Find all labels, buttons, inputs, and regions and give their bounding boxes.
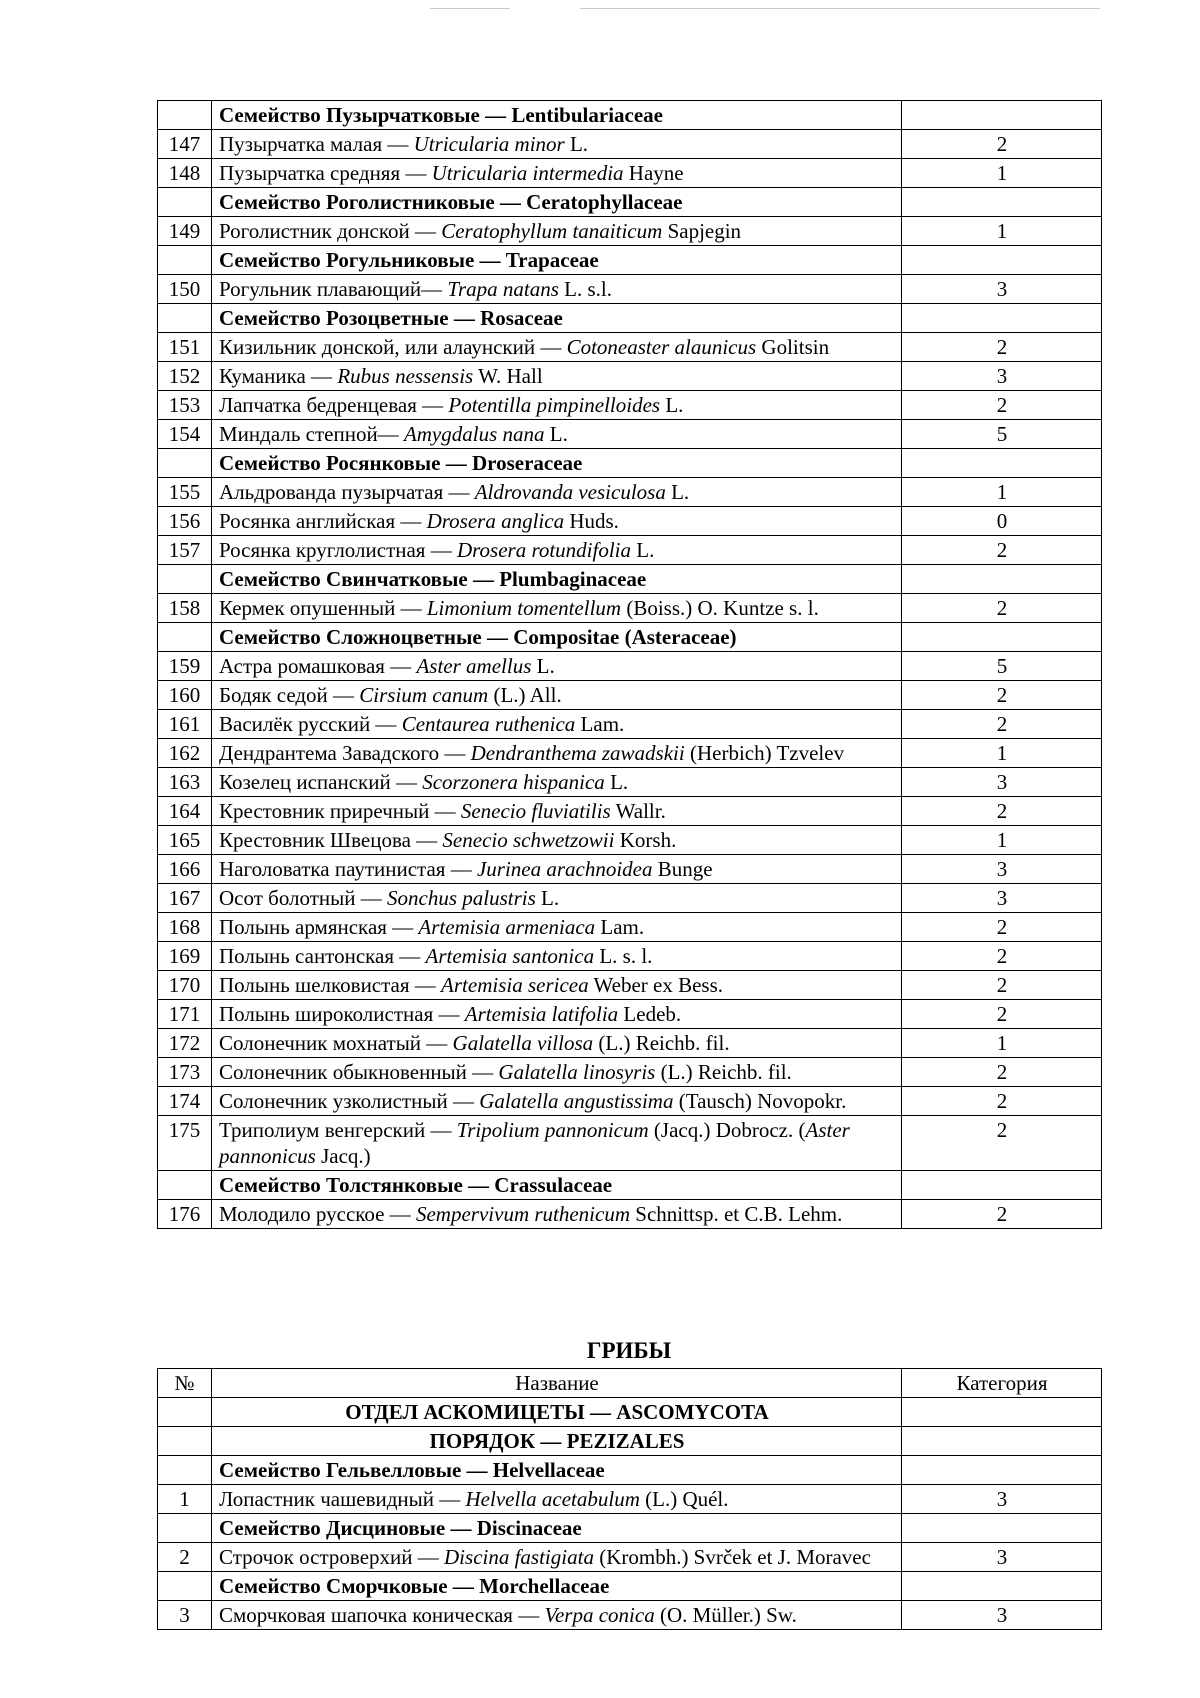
family-row bbox=[158, 1171, 1102, 1200]
empty-cell bbox=[158, 188, 212, 217]
table-row bbox=[158, 478, 1102, 507]
latin-name: Discina fastigiata bbox=[444, 1545, 594, 1569]
latin-name: Galatella villosa bbox=[452, 1031, 594, 1055]
column-header-number: № bbox=[158, 1369, 212, 1398]
species-name bbox=[212, 1116, 902, 1171]
category-value: 3 bbox=[902, 1485, 1102, 1514]
species-name bbox=[212, 1543, 902, 1572]
family-row bbox=[158, 101, 1102, 130]
table-row bbox=[158, 1116, 1102, 1171]
author-citation: Ledeb. bbox=[618, 1002, 682, 1026]
table-row bbox=[158, 391, 1102, 420]
latin-name: Sonchus palustris bbox=[387, 886, 536, 910]
species-name bbox=[212, 797, 902, 826]
family-heading: Семейство Рогульниковые — Trapaceae bbox=[212, 246, 902, 275]
category-value: 1 bbox=[902, 1029, 1102, 1058]
category-value: 3 bbox=[902, 1601, 1102, 1630]
category-value: 2 bbox=[902, 391, 1102, 420]
latin-name: Rubus nessensis bbox=[337, 364, 474, 388]
empty-cell bbox=[902, 101, 1102, 130]
family-heading: Семейство Сложноцветные — Compositae (Asteraceae) bbox=[212, 623, 902, 652]
russian-name: Полынь сантонская — bbox=[219, 944, 426, 968]
species-name bbox=[212, 275, 902, 304]
latin-name: Scorzonera hispanica bbox=[422, 770, 605, 794]
family-heading: Семейство Свинчатковые — Plumbaginaceae bbox=[212, 565, 902, 594]
category-value: 1 bbox=[902, 478, 1102, 507]
empty-cell bbox=[158, 1427, 212, 1456]
latin-name: Dendranthema zawadskii bbox=[470, 741, 685, 765]
table-row bbox=[158, 710, 1102, 739]
empty-cell bbox=[158, 304, 212, 333]
family-row bbox=[158, 623, 1102, 652]
latin-name: Artemisia sericea bbox=[441, 973, 589, 997]
row-number: 163 bbox=[158, 768, 212, 797]
russian-name: Миндаль степной— bbox=[219, 422, 404, 446]
category-value: 1 bbox=[902, 217, 1102, 246]
column-header-category: Категория bbox=[902, 1369, 1102, 1398]
category-value: 2 bbox=[902, 1000, 1102, 1029]
author-citation: Lam. bbox=[575, 712, 625, 736]
author-citation: Huds. bbox=[564, 509, 619, 533]
author-citation: Hayne bbox=[623, 161, 684, 185]
russian-name: Солонечник обыкновенный — bbox=[219, 1060, 499, 1084]
table-row bbox=[158, 652, 1102, 681]
latin-name: Limonium tomentellum bbox=[426, 596, 622, 620]
table-row bbox=[158, 130, 1102, 159]
fungi-section-title: ГРИБЫ bbox=[586, 1338, 672, 1363]
author-citation: (L.) All. bbox=[488, 683, 562, 707]
table-row bbox=[158, 362, 1102, 391]
latin-name: Amygdalus nana bbox=[403, 422, 545, 446]
species-name bbox=[212, 507, 902, 536]
author-citation: L. bbox=[544, 422, 568, 446]
empty-cell bbox=[902, 449, 1102, 478]
author-citation: Golitsin bbox=[756, 335, 830, 359]
family-row bbox=[158, 449, 1102, 478]
author-citation: Bunge bbox=[652, 857, 713, 881]
family-heading: Семейство Розоцветные — Rosaceae bbox=[212, 304, 902, 333]
table-row bbox=[158, 1000, 1102, 1029]
category-value: 2 bbox=[902, 710, 1102, 739]
russian-name: Пузырчатка средняя — bbox=[219, 161, 432, 185]
russian-name: Полынь шелковистая — bbox=[219, 973, 442, 997]
russian-name: Василёк русский — bbox=[219, 712, 402, 736]
category-value: 1 bbox=[902, 159, 1102, 188]
division-row bbox=[158, 1427, 1102, 1456]
author-citation: Schnittsp. et C.B. Lehm. bbox=[630, 1202, 843, 1226]
species-name bbox=[212, 159, 902, 188]
row-number: 151 bbox=[158, 333, 212, 362]
latin-name: Utricularia minor bbox=[413, 132, 565, 156]
species-name bbox=[212, 333, 902, 362]
row-number: 158 bbox=[158, 594, 212, 623]
species-name bbox=[212, 1485, 902, 1514]
species-name bbox=[212, 536, 902, 565]
author-citation: L. bbox=[564, 132, 589, 156]
table-row bbox=[158, 942, 1102, 971]
russian-name: Крестовник приречный — bbox=[219, 799, 461, 823]
row-number: 173 bbox=[158, 1058, 212, 1087]
russian-name: Кизильник донской, или алаунский — bbox=[219, 335, 567, 359]
table-row bbox=[158, 971, 1102, 1000]
author-citation: L. bbox=[604, 770, 629, 794]
row-number: 169 bbox=[158, 942, 212, 971]
table-row bbox=[158, 420, 1102, 449]
category-value: 2 bbox=[902, 594, 1102, 623]
family-row bbox=[158, 1456, 1102, 1485]
latin-name: Artemisia santonica bbox=[425, 944, 595, 968]
table-row bbox=[158, 1029, 1102, 1058]
row-number: 2 bbox=[158, 1543, 212, 1572]
row-number: 154 bbox=[158, 420, 212, 449]
russian-name: Куманика — bbox=[219, 364, 338, 388]
author-citation: (L.) Reichb. fil. bbox=[593, 1031, 730, 1055]
latin-name: Senecio schwetzowii bbox=[442, 828, 615, 852]
row-number: 168 bbox=[158, 913, 212, 942]
category-value: 2 bbox=[902, 681, 1102, 710]
russian-name: Крестовник Швецова — bbox=[219, 828, 443, 852]
table-row bbox=[158, 159, 1102, 188]
scan-artifact-line bbox=[430, 8, 510, 9]
row-number: 166 bbox=[158, 855, 212, 884]
table-row bbox=[158, 681, 1102, 710]
row-number: 161 bbox=[158, 710, 212, 739]
category-value: 2 bbox=[902, 130, 1102, 159]
author-citation: Sapjegin bbox=[662, 219, 742, 243]
species-name bbox=[212, 681, 902, 710]
species-name bbox=[212, 826, 902, 855]
russian-name: Альдрованда пузырчатая — bbox=[219, 480, 475, 504]
russian-name: Росянка круглолистная — bbox=[219, 538, 457, 562]
table-row bbox=[158, 594, 1102, 623]
species-name bbox=[212, 884, 902, 913]
table-row bbox=[158, 1601, 1102, 1630]
latin-name: Cotoneaster alaunicus bbox=[566, 335, 757, 359]
row-number: 171 bbox=[158, 1000, 212, 1029]
species-name bbox=[212, 1200, 902, 1229]
empty-cell bbox=[902, 1572, 1102, 1601]
latin-name: Helvella acetabulum bbox=[465, 1487, 640, 1511]
empty-cell bbox=[902, 1514, 1102, 1543]
latin-name: Senecio fluviatilis bbox=[460, 799, 611, 823]
empty-cell bbox=[158, 1514, 212, 1543]
row-number: 174 bbox=[158, 1087, 212, 1116]
author-citation: (O. Müller.) Sw. bbox=[654, 1603, 797, 1627]
latin-synonym: Aster pannonicus bbox=[219, 1118, 850, 1168]
species-name bbox=[212, 478, 902, 507]
empty-cell bbox=[902, 188, 1102, 217]
table-row bbox=[158, 1087, 1102, 1116]
species-name bbox=[212, 739, 902, 768]
empty-cell bbox=[158, 623, 212, 652]
latin-name: Utricularia intermedia bbox=[431, 161, 624, 185]
fungi-table bbox=[157, 1368, 1102, 1630]
latin-name: Tripolium pannonicum bbox=[456, 1118, 649, 1142]
species-name bbox=[212, 1058, 902, 1087]
latin-name: Ceratophyllum tanaiticum bbox=[441, 219, 663, 243]
empty-cell bbox=[902, 1456, 1102, 1485]
russian-name: Рогульник плавающий— bbox=[219, 277, 448, 301]
empty-cell bbox=[158, 1572, 212, 1601]
table-row bbox=[158, 826, 1102, 855]
russian-name: Строчок островерхий — bbox=[219, 1545, 445, 1569]
fungi-header-row bbox=[158, 1369, 1102, 1398]
russian-name: Триполиум венгерский — bbox=[219, 1118, 457, 1142]
empty-cell bbox=[902, 246, 1102, 275]
row-number: 156 bbox=[158, 507, 212, 536]
family-row bbox=[158, 188, 1102, 217]
russian-name: Полынь армянская — bbox=[219, 915, 419, 939]
author-citation: L. bbox=[660, 393, 684, 417]
species-name bbox=[212, 710, 902, 739]
row-number: 3 bbox=[158, 1601, 212, 1630]
empty-cell bbox=[902, 304, 1102, 333]
row-number: 1 bbox=[158, 1485, 212, 1514]
empty-cell bbox=[902, 1427, 1102, 1456]
latin-name: Artemisia armeniaca bbox=[418, 915, 596, 939]
category-value: 2 bbox=[902, 971, 1102, 1000]
russian-name: Полынь широколистная — bbox=[219, 1002, 465, 1026]
latin-name: Aldrovanda vesiculosa bbox=[474, 480, 666, 504]
author-citation: Korsh. bbox=[614, 828, 677, 852]
row-number: 152 bbox=[158, 362, 212, 391]
species-name bbox=[212, 217, 902, 246]
category-value: 1 bbox=[902, 739, 1102, 768]
scan-artifact-line bbox=[580, 8, 1100, 9]
row-number: 149 bbox=[158, 217, 212, 246]
table-row bbox=[158, 1485, 1102, 1514]
russian-name: Пузырчатка малая — bbox=[219, 132, 414, 156]
species-name bbox=[212, 1087, 902, 1116]
species-name bbox=[212, 594, 902, 623]
table-row bbox=[158, 739, 1102, 768]
latin-name: Drosera anglica bbox=[426, 509, 565, 533]
fungi-table-body bbox=[158, 1398, 1102, 1630]
row-number: 162 bbox=[158, 739, 212, 768]
author-citation: (Krombh.) Svrček et J. Moravec bbox=[593, 1545, 871, 1569]
table-row bbox=[158, 855, 1102, 884]
russian-name: Солонечник узколистный — bbox=[219, 1089, 480, 1113]
latin-name: Drosera rotundifolia bbox=[456, 538, 632, 562]
row-number: 155 bbox=[158, 478, 212, 507]
species-name bbox=[212, 913, 902, 942]
row-number: 153 bbox=[158, 391, 212, 420]
family-heading: Семейство Пузырчатковые — Lentibulariaceae bbox=[212, 101, 902, 130]
russian-name: Солонечник мохнатый — bbox=[219, 1031, 453, 1055]
row-number: 148 bbox=[158, 159, 212, 188]
latin-name: Artemisia latifolia bbox=[464, 1002, 619, 1026]
row-number: 160 bbox=[158, 681, 212, 710]
latin-name: Galatella angustissima bbox=[479, 1089, 674, 1113]
column-header-name: Название bbox=[212, 1369, 902, 1398]
species-name bbox=[212, 971, 902, 1000]
author-citation: (Herbich) Tzvelev bbox=[684, 741, 845, 765]
table-row bbox=[158, 333, 1102, 362]
latin-name: Aster amellus bbox=[416, 654, 532, 678]
species-name bbox=[212, 768, 902, 797]
species-name bbox=[212, 362, 902, 391]
russian-name: Кермек опушенный — bbox=[219, 596, 427, 620]
author-citation: Lam. bbox=[595, 915, 645, 939]
author-citation: Wallr. bbox=[610, 799, 666, 823]
author-citation: L. s.l. bbox=[558, 277, 612, 301]
category-value: 2 bbox=[902, 1200, 1102, 1229]
family-heading: Семейство Дисциновые — Discinaceae bbox=[212, 1514, 902, 1543]
row-number: 170 bbox=[158, 971, 212, 1000]
empty-cell bbox=[902, 565, 1102, 594]
table-row bbox=[158, 1543, 1102, 1572]
empty-cell bbox=[158, 101, 212, 130]
empty-cell bbox=[158, 1398, 212, 1427]
empty-cell bbox=[902, 1398, 1102, 1427]
russian-name: Осот болотный — bbox=[219, 886, 388, 910]
family-row bbox=[158, 1572, 1102, 1601]
category-value: 3 bbox=[902, 884, 1102, 913]
russian-name: Лопастник чашевидный — bbox=[219, 1487, 466, 1511]
family-heading: Семейство Росянковые — Droseraceae bbox=[212, 449, 902, 478]
category-value: 0 bbox=[902, 507, 1102, 536]
category-value: 1 bbox=[902, 826, 1102, 855]
russian-name: Астра ромашковая — bbox=[219, 654, 417, 678]
empty-cell bbox=[158, 1171, 212, 1200]
latin-name: Trapa natans bbox=[447, 277, 559, 301]
latin-name: Cirsium canum bbox=[359, 683, 489, 707]
category-value: 3 bbox=[902, 275, 1102, 304]
author-citation: L. bbox=[665, 480, 690, 504]
species-name bbox=[212, 1029, 902, 1058]
author-citation: L. bbox=[631, 538, 655, 562]
russian-name: Молодило русское — bbox=[219, 1202, 416, 1226]
author-citation: (Boiss.) O. Kuntze s. l. bbox=[621, 596, 819, 620]
latin-name: Potentilla pimpinelloides bbox=[448, 393, 661, 417]
row-number: 147 bbox=[158, 130, 212, 159]
row-number: 159 bbox=[158, 652, 212, 681]
author-citation: (L.) Reichb. fil. bbox=[655, 1060, 792, 1084]
latin-name: Sempervivum ruthenicum bbox=[415, 1202, 631, 1226]
author-citation: L. bbox=[531, 654, 555, 678]
row-number: 165 bbox=[158, 826, 212, 855]
row-number: 176 bbox=[158, 1200, 212, 1229]
synonym-author: Jacq.) bbox=[315, 1144, 371, 1168]
plants-table bbox=[157, 100, 1102, 1229]
category-value: 2 bbox=[902, 942, 1102, 971]
category-value: 3 bbox=[902, 1543, 1102, 1572]
division-heading: ОТДЕЛ АСКОМИЦЕТЫ — ASCOMYCOTA bbox=[212, 1398, 902, 1427]
table-row bbox=[158, 275, 1102, 304]
category-value: 3 bbox=[902, 855, 1102, 884]
author-citation: Weber ex Bess. bbox=[588, 973, 723, 997]
row-number: 150 bbox=[158, 275, 212, 304]
latin-name: Verpa conica bbox=[544, 1603, 655, 1627]
division-row bbox=[158, 1398, 1102, 1427]
family-heading: Семейство Роголистниковые — Ceratophyllaceae bbox=[212, 188, 902, 217]
empty-cell bbox=[902, 1171, 1102, 1200]
latin-name: Galatella linosyris bbox=[498, 1060, 656, 1084]
category-value: 5 bbox=[902, 420, 1102, 449]
family-heading: Семейство Гельвелловые — Helvellaceae bbox=[212, 1456, 902, 1485]
category-value: 3 bbox=[902, 768, 1102, 797]
species-name bbox=[212, 855, 902, 884]
table-row bbox=[158, 217, 1102, 246]
empty-cell bbox=[902, 623, 1102, 652]
empty-cell bbox=[158, 1456, 212, 1485]
row-number: 172 bbox=[158, 1029, 212, 1058]
russian-name: Росянка английская — bbox=[219, 509, 427, 533]
russian-name: Козелец испанский — bbox=[219, 770, 423, 794]
table-row bbox=[158, 536, 1102, 565]
category-value: 2 bbox=[902, 1116, 1102, 1171]
species-name bbox=[212, 420, 902, 449]
row-number: 167 bbox=[158, 884, 212, 913]
author-citation: (L.) Quél. bbox=[639, 1487, 729, 1511]
family-heading: Семейство Сморчковые — Morchellaceae bbox=[212, 1572, 902, 1601]
plants-table-body bbox=[158, 101, 1102, 1229]
row-number: 175 bbox=[158, 1116, 212, 1171]
category-value: 2 bbox=[902, 1087, 1102, 1116]
russian-name: Дендрантема Завадского — bbox=[219, 741, 471, 765]
table-row bbox=[158, 797, 1102, 826]
latin-name: Jurinea arachnoidea bbox=[476, 857, 653, 881]
table-row bbox=[158, 507, 1102, 536]
russian-name: Роголистник донской — bbox=[219, 219, 442, 243]
author-citation: L. s. l. bbox=[594, 944, 653, 968]
empty-cell bbox=[158, 565, 212, 594]
species-name bbox=[212, 1601, 902, 1630]
table-row bbox=[158, 913, 1102, 942]
category-value: 2 bbox=[902, 913, 1102, 942]
author-citation: (Tausch) Novopokr. bbox=[673, 1089, 847, 1113]
category-value: 5 bbox=[902, 652, 1102, 681]
species-name bbox=[212, 942, 902, 971]
russian-name: Сморчковая шапочка коническая — bbox=[219, 1603, 545, 1627]
category-value: 2 bbox=[902, 536, 1102, 565]
species-name bbox=[212, 130, 902, 159]
family-row bbox=[158, 246, 1102, 275]
author-citation: W. Hall bbox=[473, 364, 543, 388]
species-name bbox=[212, 652, 902, 681]
division-heading: ПОРЯДОК — PEZIZALES bbox=[212, 1427, 902, 1456]
author-citation: (Jacq.) Dobrocz. ( bbox=[648, 1118, 806, 1142]
russian-name: Бодяк седой — bbox=[219, 683, 360, 707]
empty-cell bbox=[158, 246, 212, 275]
category-value: 2 bbox=[902, 333, 1102, 362]
table-row bbox=[158, 1058, 1102, 1087]
family-row bbox=[158, 1514, 1102, 1543]
empty-cell bbox=[158, 449, 212, 478]
family-row bbox=[158, 304, 1102, 333]
russian-name: Лапчатка бедренцевая — bbox=[219, 393, 449, 417]
species-name bbox=[212, 1000, 902, 1029]
table-row bbox=[158, 884, 1102, 913]
family-row bbox=[158, 565, 1102, 594]
table-row bbox=[158, 1200, 1102, 1229]
category-value: 3 bbox=[902, 362, 1102, 391]
row-number: 164 bbox=[158, 797, 212, 826]
family-heading: Семейство Толстянковые — Crassulaceae bbox=[212, 1171, 902, 1200]
species-name bbox=[212, 391, 902, 420]
author-citation: L. bbox=[535, 886, 560, 910]
category-value: 2 bbox=[902, 1058, 1102, 1087]
russian-name: Наголоватка паутинистая — bbox=[219, 857, 477, 881]
table-row bbox=[158, 768, 1102, 797]
row-number: 157 bbox=[158, 536, 212, 565]
latin-name: Centaurea ruthenica bbox=[401, 712, 576, 736]
category-value: 2 bbox=[902, 797, 1102, 826]
